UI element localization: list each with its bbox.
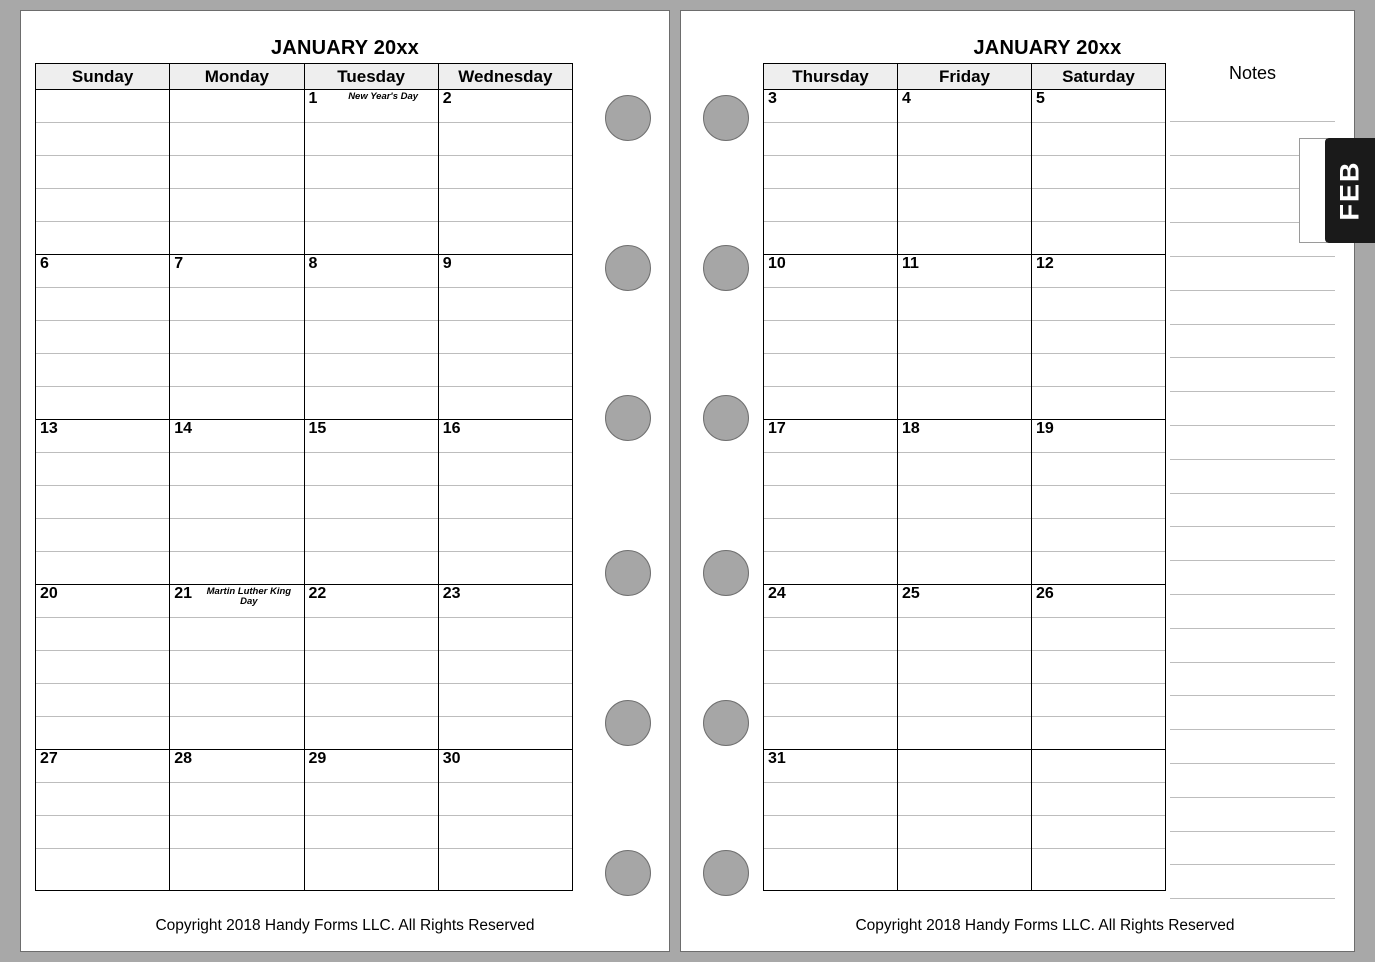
day-cell[interactable]	[1032, 255, 1166, 420]
day-cell[interactable]	[898, 420, 1032, 585]
writing-rules	[170, 90, 303, 254]
writing-rules	[898, 750, 1031, 890]
notes-line[interactable]	[1170, 257, 1335, 291]
day-cell[interactable]	[170, 420, 304, 585]
writing-rules	[898, 585, 1031, 749]
column-header-friday: Friday	[898, 64, 1032, 90]
writing-rules	[1032, 90, 1165, 254]
day-number: 8	[308, 255, 318, 272]
writing-rules	[36, 90, 169, 254]
day-number: 3	[768, 90, 777, 107]
day-cell[interactable]	[36, 255, 170, 420]
punch-hole	[605, 95, 651, 141]
day-cell[interactable]	[1032, 750, 1166, 891]
writing-rules	[1032, 420, 1165, 584]
day-cell[interactable]	[438, 255, 572, 420]
notes-line[interactable]	[1170, 392, 1335, 426]
day-number: 21	[174, 585, 193, 602]
punch-hole	[703, 700, 749, 746]
right-header-row	[764, 64, 1166, 90]
day-number: 1	[308, 90, 318, 107]
writing-rules	[898, 90, 1031, 254]
writing-rules	[305, 90, 438, 254]
punch-hole	[703, 850, 749, 896]
day-number: 22	[308, 585, 327, 602]
notes-line[interactable]	[1170, 527, 1335, 561]
notes-line[interactable]	[1170, 460, 1335, 494]
day-cell[interactable]	[304, 255, 438, 420]
day-cell[interactable]	[764, 750, 898, 891]
day-number: 4	[902, 90, 911, 107]
day-cell[interactable]	[170, 255, 304, 420]
writing-rules	[1032, 585, 1165, 749]
writing-rules	[764, 585, 897, 749]
holiday-label: Martin Luther King Day	[206, 586, 292, 607]
left-page-sheet	[35, 23, 655, 939]
writing-rules	[764, 255, 897, 419]
day-cell[interactable]	[36, 90, 170, 255]
left-calendar-grid-wrapper	[35, 63, 573, 891]
left-weeks-body	[36, 90, 573, 891]
writing-rules	[36, 585, 169, 749]
day-number: 16	[442, 420, 461, 437]
holiday-label: New Year's Day	[348, 91, 419, 102]
notes-line[interactable]	[1170, 629, 1335, 663]
day-cell[interactable]	[764, 585, 898, 750]
writing-rules	[764, 420, 897, 584]
table-row	[764, 90, 1166, 255]
right-weeks-body	[764, 90, 1166, 891]
day-number: 30	[442, 750, 461, 767]
notes-line[interactable]	[1170, 88, 1335, 122]
writing-rules	[764, 90, 897, 254]
punch-hole	[703, 395, 749, 441]
punch-hole	[605, 245, 651, 291]
writing-rules	[439, 750, 572, 890]
notes-line[interactable]	[1170, 696, 1335, 730]
day-number: 19	[1036, 420, 1054, 437]
day-cell[interactable]	[1032, 420, 1166, 585]
day-number: 29	[308, 750, 327, 767]
day-cell[interactable]	[898, 255, 1032, 420]
table-row	[764, 255, 1166, 420]
writing-rules	[305, 585, 438, 749]
left-page	[20, 10, 670, 952]
table-row	[36, 750, 573, 891]
day-number: 14	[174, 420, 193, 437]
day-number: 5	[1036, 90, 1045, 107]
notes-line[interactable]	[1170, 865, 1335, 899]
day-number: 2	[442, 90, 452, 107]
day-number: 11	[902, 255, 919, 272]
writing-rules	[170, 585, 303, 749]
day-number: 20	[40, 585, 58, 602]
writing-rules	[439, 585, 572, 749]
day-number: 23	[442, 585, 461, 602]
writing-rules	[305, 750, 438, 890]
writing-rules	[170, 420, 303, 584]
right-page-sheet	[695, 23, 1340, 939]
day-number: 15	[308, 420, 327, 437]
day-number: 18	[902, 420, 920, 437]
column-header-thursday: Thursday	[764, 64, 898, 90]
day-number: 26	[1036, 585, 1054, 602]
day-number: 6	[40, 255, 49, 272]
table-row	[36, 420, 573, 585]
notes-header: Notes	[1228, 63, 1277, 83]
day-cell[interactable]	[1032, 585, 1166, 750]
day-cell[interactable]	[898, 750, 1032, 891]
table-row	[764, 750, 1166, 891]
punch-hole	[703, 95, 749, 141]
column-header-monday: Monday	[170, 64, 304, 90]
day-cell[interactable]	[170, 585, 304, 750]
column-header-saturday: Saturday	[1032, 64, 1166, 90]
table-row	[36, 255, 573, 420]
notes-line[interactable]	[1170, 595, 1335, 629]
writing-rules	[305, 420, 438, 584]
day-cell[interactable]	[304, 90, 438, 255]
day-cell[interactable]	[170, 750, 304, 891]
table-row	[764, 585, 1166, 750]
writing-rules	[439, 255, 572, 419]
day-cell[interactable]	[764, 90, 898, 255]
tab-feb-label: FEB	[1334, 160, 1365, 221]
writing-rules	[170, 750, 303, 890]
day-number: 28	[174, 750, 193, 767]
day-number: 17	[768, 420, 786, 437]
right-calendar-table	[763, 63, 1166, 891]
day-cell[interactable]	[438, 420, 572, 585]
copyright-right: Copyright 2018 Handy Forms LLC. All Rights Reserved	[855, 917, 1235, 934]
day-cell[interactable]	[764, 420, 898, 585]
left-calendar-table	[35, 63, 573, 891]
day-number: 25	[902, 585, 920, 602]
day-cell[interactable]	[1032, 90, 1166, 255]
punch-hole	[605, 395, 651, 441]
left-month-title: JANUARY 20xx	[270, 37, 420, 59]
writing-rules	[305, 255, 438, 419]
notes-line[interactable]	[1170, 291, 1335, 325]
writing-rules	[36, 420, 169, 584]
writing-rules	[36, 255, 169, 419]
punch-hole	[605, 850, 651, 896]
notes-line[interactable]	[1170, 426, 1335, 460]
copyright-left: Copyright 2018 Handy Forms LLC. All Rights Reserved	[155, 917, 535, 934]
day-cell[interactable]	[764, 255, 898, 420]
notes-line[interactable]	[1170, 764, 1335, 798]
day-cell[interactable]	[36, 585, 170, 750]
notes-line[interactable]	[1170, 561, 1335, 595]
day-cell[interactable]	[438, 90, 572, 255]
notes-line[interactable]	[1170, 494, 1335, 528]
day-cell[interactable]	[438, 585, 572, 750]
day-number: 12	[1036, 255, 1054, 272]
day-cell[interactable]	[170, 90, 304, 255]
table-row	[764, 420, 1166, 585]
writing-rules	[439, 90, 572, 254]
day-cell[interactable]	[36, 750, 170, 891]
notes-line[interactable]	[1170, 832, 1335, 866]
writing-rules	[764, 750, 897, 890]
day-cell[interactable]	[36, 420, 170, 585]
column-header-wednesday: Wednesday	[438, 64, 572, 90]
day-number: 13	[40, 420, 58, 437]
writing-rules	[1032, 750, 1165, 890]
day-number: 31	[768, 750, 786, 767]
day-number: 10	[768, 255, 786, 272]
day-number: 9	[442, 255, 452, 272]
writing-rules	[439, 420, 572, 584]
right-month-title: JANUARY 20xx	[973, 37, 1122, 59]
column-header-sunday: Sunday	[36, 64, 170, 90]
notes-line[interactable]	[1170, 325, 1335, 359]
writing-rules	[898, 420, 1031, 584]
notes-line[interactable]	[1170, 358, 1335, 392]
column-header-tuesday: Tuesday	[304, 64, 438, 90]
day-cell[interactable]	[304, 750, 438, 891]
writing-rules	[36, 750, 169, 890]
writing-rules	[898, 255, 1031, 419]
right-page	[680, 10, 1355, 952]
punch-hole	[703, 245, 749, 291]
day-number: 24	[768, 585, 786, 602]
day-cell[interactable]	[898, 90, 1032, 255]
day-cell[interactable]	[438, 750, 572, 891]
table-row	[36, 585, 573, 750]
table-row	[36, 90, 573, 255]
punch-hole	[605, 700, 651, 746]
notes-line[interactable]	[1170, 798, 1335, 832]
writing-rules	[170, 255, 303, 419]
day-number: 7	[174, 255, 184, 272]
day-cell[interactable]	[304, 420, 438, 585]
left-header-row	[36, 64, 573, 90]
day-cell[interactable]	[898, 585, 1032, 750]
tab-backing	[1299, 138, 1327, 243]
day-cell[interactable]	[304, 585, 438, 750]
day-number: 27	[40, 750, 58, 767]
notes-line[interactable]	[1170, 663, 1335, 697]
right-calendar-grid-wrapper	[763, 63, 1166, 891]
punch-hole	[605, 550, 651, 596]
punch-hole	[703, 550, 749, 596]
notes-line[interactable]	[1170, 730, 1335, 764]
writing-rules	[1032, 255, 1165, 419]
